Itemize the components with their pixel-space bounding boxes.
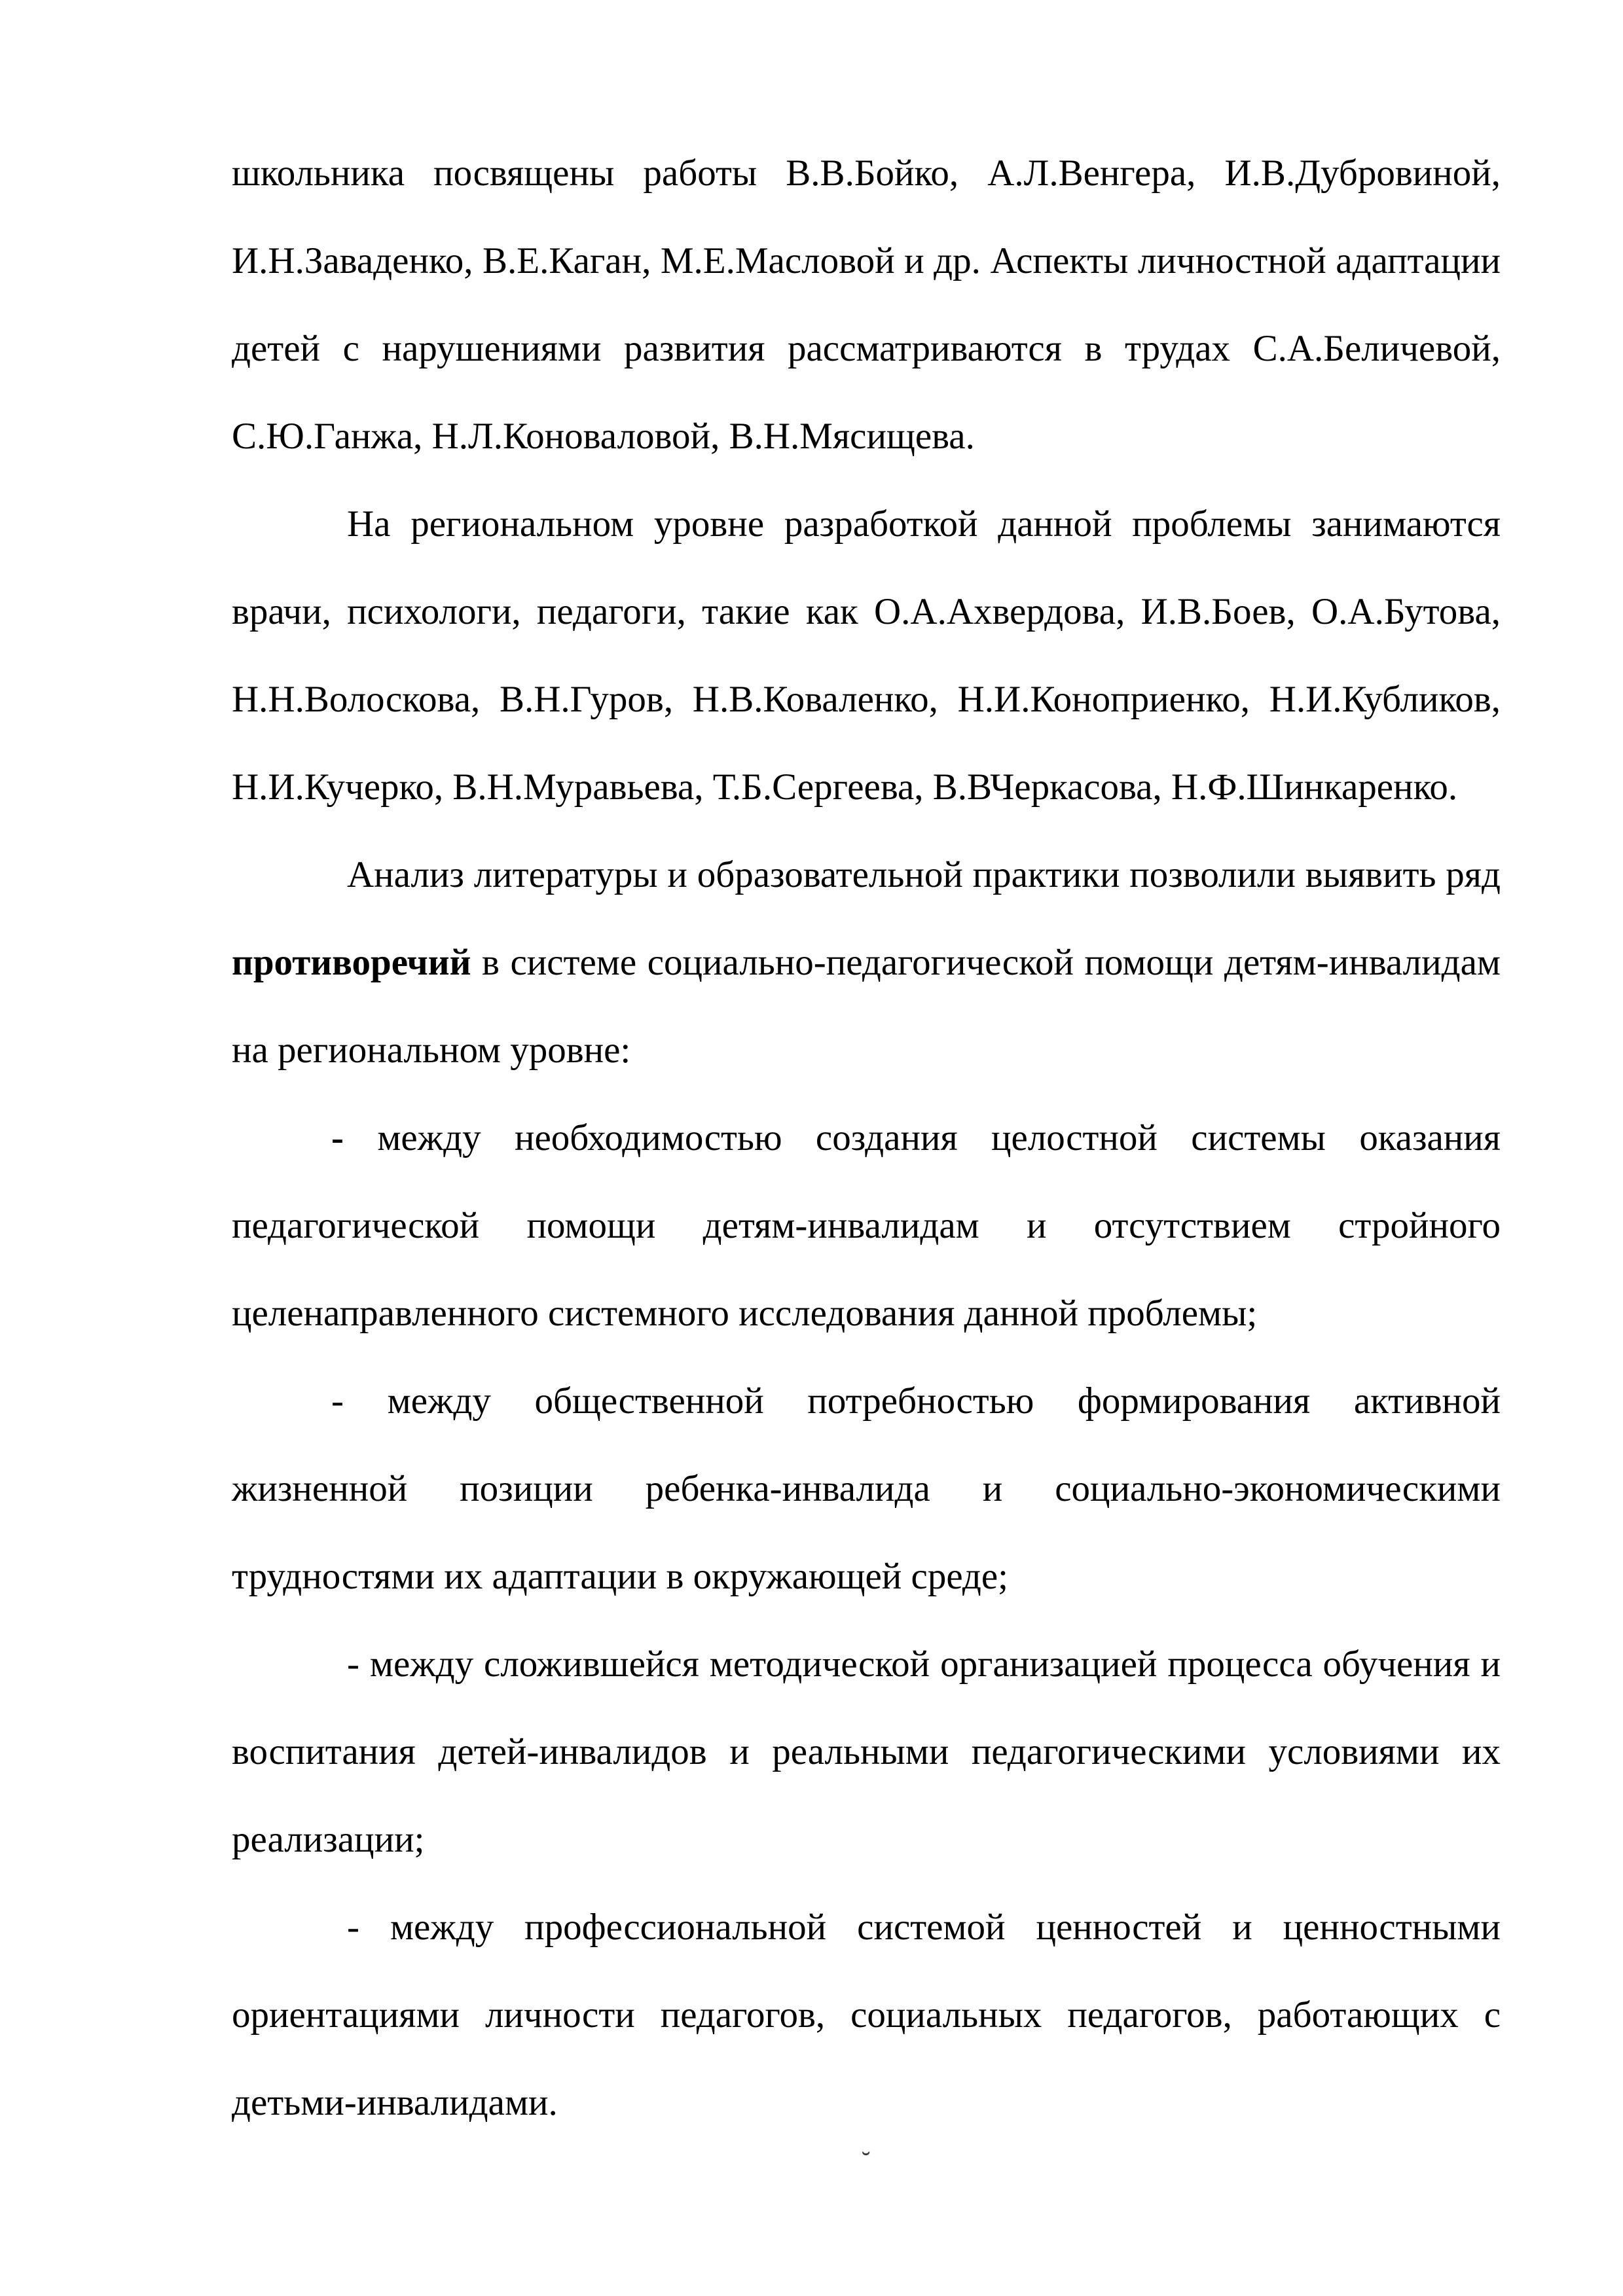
- contradictions-term: противоречий: [232, 942, 471, 983]
- list-item-contradiction-1: [232, 1094, 1501, 1357]
- page-number-mark: ˘: [862, 2146, 871, 2176]
- list-item-contradiction-2: - между общественной потребностью формирования активной жизненной позиции ребенка-инвалида и социально-экономическими трудностями их адаптации в окружающей среде;: [232, 1380, 1501, 1597]
- paragraph-literature-authors: школьника посвящены работы В.В.Бойко, А.Л.Венгера, И.В.Дубровиной, И.Н.Заваденко, В.Е.Каган, М.Е.Масловой и др. Аспекты личностной адаптации детей с нарушениями развития рассматриваются в трудах С.А.Беличевой, С.Ю.Ганжа, Н.Л.Коноваловой, В.Н.Мясищева.: [232, 152, 1501, 457]
- list-dash: -: [331, 1117, 344, 1158]
- contradictions-intro-start: Анализ литературы и образовательной практики позволили выявить ряд: [347, 854, 1501, 895]
- list-item-contradiction-4: - между профессиональной системой ценностей и ценностными ориентациями личности педагогов, социальных педагогов, работающих с детьми-инвалидами.: [232, 1907, 1501, 2123]
- paragraph-regional-researchers: На региональном уровне разработкой данной проблемы занимаются врачи, психологи, педагоги, такие как О.А.Ахвердова, И.В.Боев, О.А.Бутова, Н.Н.Волоскова, В.Н.Гуров, Н.В.Коваленко, Н.И.Коноприенко, Н.И.Кубликов, Н.И.Кучерко, В.Н.Муравьева, Т.Б.Сергеева, В.ВЧеркасова, Н.Ф.Шинкаренко.: [232, 503, 1501, 808]
- paragraph-contradictions-intro: [232, 831, 1501, 1094]
- contradictions-intro-end: в системе социально-педагогической помощи детям-инвалидам на региональном уровне:: [232, 942, 1501, 1071]
- list-item-contradiction-3: - между сложившейся методической организацией процесса обучения и воспитания детей-инвалидов и реальными педагогическими условиями их реализации;: [232, 1643, 1501, 1860]
- list-item-text: между необходимостью создания целостной системы оказания педагогической помощи детям-инвалидам и отсутствием стройного целенаправленного системного исследования данной проблемы;: [232, 1117, 1501, 1334]
